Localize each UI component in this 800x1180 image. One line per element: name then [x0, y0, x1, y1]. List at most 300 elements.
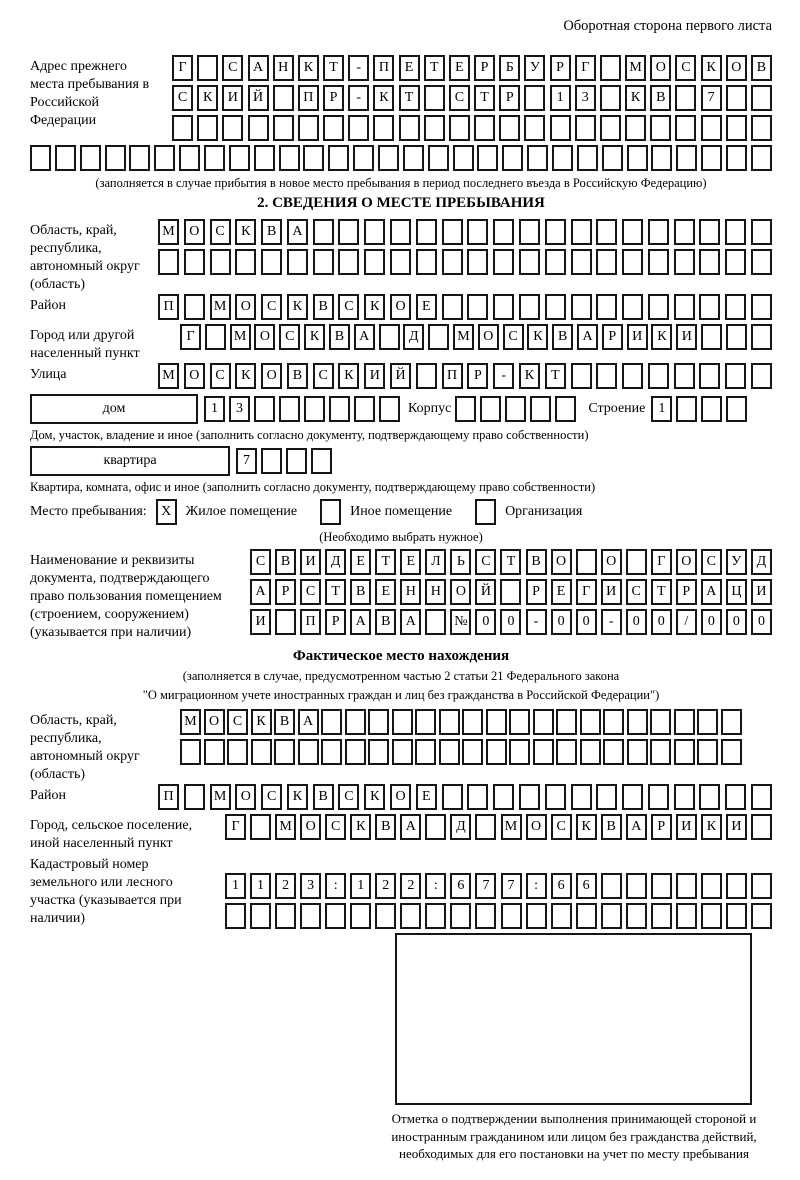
char-box[interactable]	[493, 294, 514, 320]
char-box[interactable]: М	[210, 784, 231, 810]
char-box[interactable]: Р	[467, 363, 488, 389]
char-box[interactable]: И	[222, 85, 243, 111]
char-box[interactable]: 0	[726, 609, 747, 635]
char-box[interactable]	[726, 396, 747, 422]
char-box[interactable]	[524, 115, 545, 141]
char-box[interactable]	[751, 85, 772, 111]
char-box[interactable]	[279, 396, 300, 422]
char-box[interactable]: Р	[651, 814, 672, 840]
char-box[interactable]: Р	[550, 55, 571, 81]
char-box[interactable]: 1	[651, 396, 672, 422]
char-box[interactable]	[313, 219, 334, 245]
char-box[interactable]: В	[375, 814, 396, 840]
char-box[interactable]	[424, 85, 445, 111]
char-box[interactable]: Р	[275, 579, 296, 605]
char-box[interactable]: О	[184, 363, 205, 389]
char-box[interactable]	[697, 739, 718, 765]
char-box[interactable]: О	[235, 784, 256, 810]
char-box[interactable]: Й	[475, 579, 496, 605]
char-box[interactable]	[501, 903, 522, 929]
char-box[interactable]: 0	[500, 609, 521, 635]
char-box[interactable]: №	[450, 609, 471, 635]
char-box[interactable]: М	[158, 363, 179, 389]
char-box[interactable]	[416, 219, 437, 245]
char-box[interactable]	[321, 739, 342, 765]
char-box[interactable]: О	[261, 363, 282, 389]
char-box[interactable]	[555, 396, 576, 422]
char-box[interactable]: Л	[425, 549, 446, 575]
char-box[interactable]	[626, 873, 647, 899]
char-box[interactable]	[751, 903, 772, 929]
char-box[interactable]	[486, 709, 507, 735]
char-box[interactable]: Д	[403, 324, 424, 350]
char-box[interactable]: Е	[449, 55, 470, 81]
char-box[interactable]	[701, 115, 722, 141]
char-box[interactable]: С	[222, 55, 243, 81]
confirmation-stamp-area[interactable]	[395, 933, 752, 1105]
char-box[interactable]	[625, 115, 646, 141]
char-box[interactable]: Е	[416, 294, 437, 320]
char-box[interactable]: А	[626, 814, 647, 840]
char-box[interactable]: И	[250, 609, 271, 635]
char-box[interactable]: Г	[225, 814, 246, 840]
char-box[interactable]	[467, 249, 488, 275]
char-box[interactable]	[184, 249, 205, 275]
char-box[interactable]	[378, 145, 399, 171]
char-box[interactable]	[428, 324, 449, 350]
char-box[interactable]	[455, 396, 476, 422]
char-box[interactable]: С	[475, 549, 496, 575]
char-box[interactable]	[622, 294, 643, 320]
char-box[interactable]: И	[751, 579, 772, 605]
char-box[interactable]	[373, 115, 394, 141]
char-box[interactable]	[603, 709, 624, 735]
char-box[interactable]: И	[726, 814, 747, 840]
char-box[interactable]: М	[158, 219, 179, 245]
char-box[interactable]	[533, 739, 554, 765]
char-box[interactable]	[210, 249, 231, 275]
char-box[interactable]: У	[524, 55, 545, 81]
char-box[interactable]: К	[625, 85, 646, 111]
char-box[interactable]	[571, 784, 592, 810]
char-box[interactable]	[254, 396, 275, 422]
char-box[interactable]: 3	[229, 396, 250, 422]
char-box[interactable]	[439, 739, 460, 765]
char-box[interactable]	[345, 709, 366, 735]
char-box[interactable]	[300, 903, 321, 929]
char-box[interactable]	[571, 249, 592, 275]
char-box[interactable]: А	[400, 814, 421, 840]
char-box[interactable]	[222, 115, 243, 141]
char-box[interactable]	[699, 219, 720, 245]
char-box[interactable]	[197, 115, 218, 141]
char-box[interactable]: П	[158, 784, 179, 810]
char-box[interactable]	[467, 784, 488, 810]
char-box[interactable]: 2	[400, 873, 421, 899]
char-box[interactable]	[676, 396, 697, 422]
char-box[interactable]: О	[526, 814, 547, 840]
char-box[interactable]: К	[527, 324, 548, 350]
char-box[interactable]	[551, 903, 572, 929]
char-box[interactable]	[477, 145, 498, 171]
char-box[interactable]: 0	[701, 609, 722, 635]
char-box[interactable]: Й	[390, 363, 411, 389]
char-box[interactable]	[415, 709, 436, 735]
char-box[interactable]	[603, 739, 624, 765]
char-box[interactable]	[650, 709, 671, 735]
char-box[interactable]	[323, 115, 344, 141]
char-box[interactable]	[172, 115, 193, 141]
char-box[interactable]	[626, 549, 647, 575]
char-box[interactable]	[449, 115, 470, 141]
char-box[interactable]	[30, 145, 51, 171]
char-box[interactable]	[701, 873, 722, 899]
char-box[interactable]	[254, 145, 275, 171]
char-box[interactable]: /	[676, 609, 697, 635]
char-box[interactable]: 1	[225, 873, 246, 899]
char-box[interactable]	[287, 249, 308, 275]
char-box[interactable]: С	[210, 363, 231, 389]
char-box[interactable]	[674, 784, 695, 810]
char-box[interactable]	[364, 219, 385, 245]
char-box[interactable]: Р	[676, 579, 697, 605]
char-box[interactable]	[250, 814, 271, 840]
char-box[interactable]: С	[675, 55, 696, 81]
char-box[interactable]: В	[274, 709, 295, 735]
char-box[interactable]	[675, 115, 696, 141]
char-box[interactable]	[368, 709, 389, 735]
char-box[interactable]: В	[329, 324, 350, 350]
char-box[interactable]	[179, 145, 200, 171]
char-box[interactable]: К	[701, 55, 722, 81]
char-box[interactable]: Ц	[726, 579, 747, 605]
char-box[interactable]: К	[338, 363, 359, 389]
char-box[interactable]	[726, 115, 747, 141]
char-box[interactable]: Н	[400, 579, 421, 605]
char-box[interactable]: А	[701, 579, 722, 605]
char-box[interactable]	[577, 145, 598, 171]
char-box[interactable]	[596, 363, 617, 389]
char-box[interactable]	[274, 739, 295, 765]
char-box[interactable]	[726, 324, 747, 350]
char-box[interactable]: К	[364, 784, 385, 810]
char-box[interactable]	[261, 448, 282, 474]
char-box[interactable]: Е	[350, 549, 371, 575]
char-box[interactable]	[251, 739, 272, 765]
char-box[interactable]	[338, 219, 359, 245]
char-box[interactable]: Г	[651, 549, 672, 575]
char-box[interactable]: А	[400, 609, 421, 635]
char-box[interactable]	[699, 363, 720, 389]
checkbox-residential[interactable]: X	[156, 499, 177, 525]
char-box[interactable]: Е	[375, 579, 396, 605]
char-box[interactable]: Т	[474, 85, 495, 111]
char-box[interactable]	[325, 903, 346, 929]
char-box[interactable]	[726, 145, 747, 171]
char-box[interactable]	[375, 903, 396, 929]
char-box[interactable]: К	[197, 85, 218, 111]
char-box[interactable]	[205, 324, 226, 350]
char-box[interactable]: 1	[550, 85, 571, 111]
char-box[interactable]	[227, 739, 248, 765]
char-box[interactable]: В	[601, 814, 622, 840]
char-box[interactable]: Т	[375, 549, 396, 575]
char-box[interactable]: К	[298, 55, 319, 81]
char-box[interactable]	[571, 294, 592, 320]
char-box[interactable]	[80, 145, 101, 171]
char-box[interactable]	[403, 145, 424, 171]
char-box[interactable]: О	[254, 324, 275, 350]
char-box[interactable]: А	[250, 579, 271, 605]
char-box[interactable]	[493, 784, 514, 810]
char-box[interactable]	[474, 115, 495, 141]
char-box[interactable]: К	[701, 814, 722, 840]
char-box[interactable]: Р	[474, 55, 495, 81]
char-box[interactable]: 0	[576, 609, 597, 635]
char-box[interactable]: Г	[180, 324, 201, 350]
char-box[interactable]	[273, 85, 294, 111]
char-box[interactable]: М	[230, 324, 251, 350]
char-box[interactable]	[368, 739, 389, 765]
char-box[interactable]	[467, 219, 488, 245]
char-box[interactable]	[416, 363, 437, 389]
char-box[interactable]	[415, 739, 436, 765]
char-box[interactable]	[453, 145, 474, 171]
char-box[interactable]: К	[651, 324, 672, 350]
char-box[interactable]	[701, 396, 722, 422]
char-box[interactable]: -	[601, 609, 622, 635]
char-box[interactable]	[751, 249, 772, 275]
char-box[interactable]	[442, 784, 463, 810]
char-box[interactable]: В	[375, 609, 396, 635]
char-box[interactable]	[275, 903, 296, 929]
char-box[interactable]	[475, 814, 496, 840]
char-box[interactable]	[650, 115, 671, 141]
char-box[interactable]: Г	[575, 55, 596, 81]
char-box[interactable]: 2	[375, 873, 396, 899]
char-box[interactable]: 1	[204, 396, 225, 422]
char-box[interactable]	[524, 85, 545, 111]
char-box[interactable]	[509, 739, 530, 765]
char-box[interactable]: А	[287, 219, 308, 245]
char-box[interactable]: Т	[651, 579, 672, 605]
char-box[interactable]	[556, 709, 577, 735]
char-box[interactable]: 1	[250, 873, 271, 899]
char-box[interactable]: К	[304, 324, 325, 350]
char-box[interactable]	[627, 709, 648, 735]
char-box[interactable]	[648, 294, 669, 320]
char-box[interactable]	[392, 739, 413, 765]
char-box[interactable]: 6	[576, 873, 597, 899]
char-box[interactable]: К	[519, 363, 540, 389]
char-box[interactable]	[390, 219, 411, 245]
char-box[interactable]	[204, 145, 225, 171]
char-box[interactable]: Р	[526, 579, 547, 605]
char-box[interactable]	[726, 873, 747, 899]
char-box[interactable]: С	[300, 579, 321, 605]
char-box[interactable]: Т	[399, 85, 420, 111]
char-box[interactable]	[596, 784, 617, 810]
char-box[interactable]	[622, 249, 643, 275]
char-box[interactable]: С	[338, 784, 359, 810]
char-box[interactable]: Р	[323, 85, 344, 111]
char-box[interactable]: С	[279, 324, 300, 350]
char-box[interactable]: С	[250, 549, 271, 575]
char-box[interactable]	[600, 85, 621, 111]
char-box[interactable]	[275, 609, 296, 635]
char-box[interactable]: -	[348, 85, 369, 111]
char-box[interactable]	[105, 145, 126, 171]
char-box[interactable]: С	[503, 324, 524, 350]
char-box[interactable]	[390, 249, 411, 275]
char-box[interactable]	[129, 145, 150, 171]
char-box[interactable]	[622, 363, 643, 389]
char-box[interactable]	[229, 145, 250, 171]
char-box[interactable]	[674, 709, 695, 735]
char-box[interactable]	[651, 903, 672, 929]
char-box[interactable]: 6	[450, 873, 471, 899]
char-box[interactable]	[55, 145, 76, 171]
char-box[interactable]	[493, 219, 514, 245]
char-box[interactable]: К	[287, 784, 308, 810]
char-box[interactable]	[235, 249, 256, 275]
char-box[interactable]	[751, 219, 772, 245]
char-box[interactable]	[676, 145, 697, 171]
char-box[interactable]	[676, 873, 697, 899]
char-box[interactable]	[450, 903, 471, 929]
char-box[interactable]: Т	[323, 55, 344, 81]
char-box[interactable]: К	[576, 814, 597, 840]
char-box[interactable]	[650, 739, 671, 765]
char-box[interactable]: К	[373, 85, 394, 111]
char-box[interactable]	[725, 219, 746, 245]
char-box[interactable]: 7	[701, 85, 722, 111]
char-box[interactable]: :	[526, 873, 547, 899]
char-box[interactable]: В	[287, 363, 308, 389]
char-box[interactable]	[626, 903, 647, 929]
char-box[interactable]: Р	[602, 324, 623, 350]
char-box[interactable]	[442, 249, 463, 275]
char-box[interactable]: Г	[172, 55, 193, 81]
char-box[interactable]	[379, 324, 400, 350]
char-box[interactable]	[648, 784, 669, 810]
char-box[interactable]	[400, 903, 421, 929]
char-box[interactable]: М	[501, 814, 522, 840]
char-box[interactable]	[329, 396, 350, 422]
checkbox-organization[interactable]	[475, 499, 496, 525]
char-box[interactable]	[726, 903, 747, 929]
char-box[interactable]: В	[552, 324, 573, 350]
char-box[interactable]: Н	[425, 579, 446, 605]
char-box[interactable]	[338, 249, 359, 275]
char-box[interactable]	[627, 145, 648, 171]
char-box[interactable]	[154, 145, 175, 171]
char-box[interactable]	[552, 145, 573, 171]
char-box[interactable]: К	[350, 814, 371, 840]
char-box[interactable]	[462, 739, 483, 765]
char-box[interactable]	[648, 363, 669, 389]
char-box[interactable]: К	[251, 709, 272, 735]
char-box[interactable]: 7	[475, 873, 496, 899]
char-box[interactable]	[622, 219, 643, 245]
char-box[interactable]: В	[526, 549, 547, 575]
char-box[interactable]	[648, 219, 669, 245]
char-box[interactable]: К	[235, 219, 256, 245]
char-box[interactable]: О	[601, 549, 622, 575]
char-box[interactable]: С	[551, 814, 572, 840]
char-box[interactable]	[313, 249, 334, 275]
char-box[interactable]	[328, 145, 349, 171]
char-box[interactable]: Р	[499, 85, 520, 111]
char-box[interactable]	[428, 145, 449, 171]
char-box[interactable]	[576, 549, 597, 575]
char-box[interactable]: И	[300, 549, 321, 575]
char-box[interactable]	[519, 294, 540, 320]
char-box[interactable]: А	[354, 324, 375, 350]
char-box[interactable]	[571, 219, 592, 245]
char-box[interactable]	[475, 903, 496, 929]
char-box[interactable]	[580, 709, 601, 735]
char-box[interactable]	[502, 145, 523, 171]
char-box[interactable]: О	[204, 709, 225, 735]
char-box[interactable]: О	[390, 294, 411, 320]
char-box[interactable]	[701, 145, 722, 171]
char-box[interactable]	[467, 294, 488, 320]
char-box[interactable]	[392, 709, 413, 735]
char-box[interactable]: К	[287, 294, 308, 320]
char-box[interactable]	[439, 709, 460, 735]
char-box[interactable]	[601, 903, 622, 929]
char-box[interactable]: Р	[325, 609, 346, 635]
char-box[interactable]	[596, 249, 617, 275]
char-box[interactable]	[751, 873, 772, 899]
char-box[interactable]	[674, 249, 695, 275]
char-box[interactable]: И	[364, 363, 385, 389]
char-box[interactable]: П	[373, 55, 394, 81]
char-box[interactable]: П	[300, 609, 321, 635]
char-box[interactable]	[486, 739, 507, 765]
char-box[interactable]: В	[350, 579, 371, 605]
char-box[interactable]: В	[650, 85, 671, 111]
char-box[interactable]	[751, 294, 772, 320]
char-box[interactable]	[519, 219, 540, 245]
char-box[interactable]	[699, 294, 720, 320]
char-box[interactable]	[304, 396, 325, 422]
char-box[interactable]: С	[313, 363, 334, 389]
char-box[interactable]	[184, 294, 205, 320]
char-box[interactable]: С	[449, 85, 470, 111]
char-box[interactable]: 7	[236, 448, 257, 474]
char-box[interactable]	[725, 249, 746, 275]
char-box[interactable]	[321, 709, 342, 735]
char-box[interactable]: Т	[545, 363, 566, 389]
char-box[interactable]	[505, 396, 526, 422]
char-box[interactable]	[545, 294, 566, 320]
char-box[interactable]: А	[248, 55, 269, 81]
char-box[interactable]: Т	[325, 579, 346, 605]
char-box[interactable]: Ь	[450, 549, 471, 575]
char-box[interactable]	[701, 903, 722, 929]
char-box[interactable]	[751, 324, 772, 350]
char-box[interactable]	[442, 294, 463, 320]
char-box[interactable]: В	[261, 219, 282, 245]
char-box[interactable]	[286, 448, 307, 474]
char-box[interactable]: М	[210, 294, 231, 320]
char-box[interactable]: С	[626, 579, 647, 605]
char-box[interactable]	[697, 709, 718, 735]
char-box[interactable]: 6	[551, 873, 572, 899]
char-box[interactable]	[600, 115, 621, 141]
